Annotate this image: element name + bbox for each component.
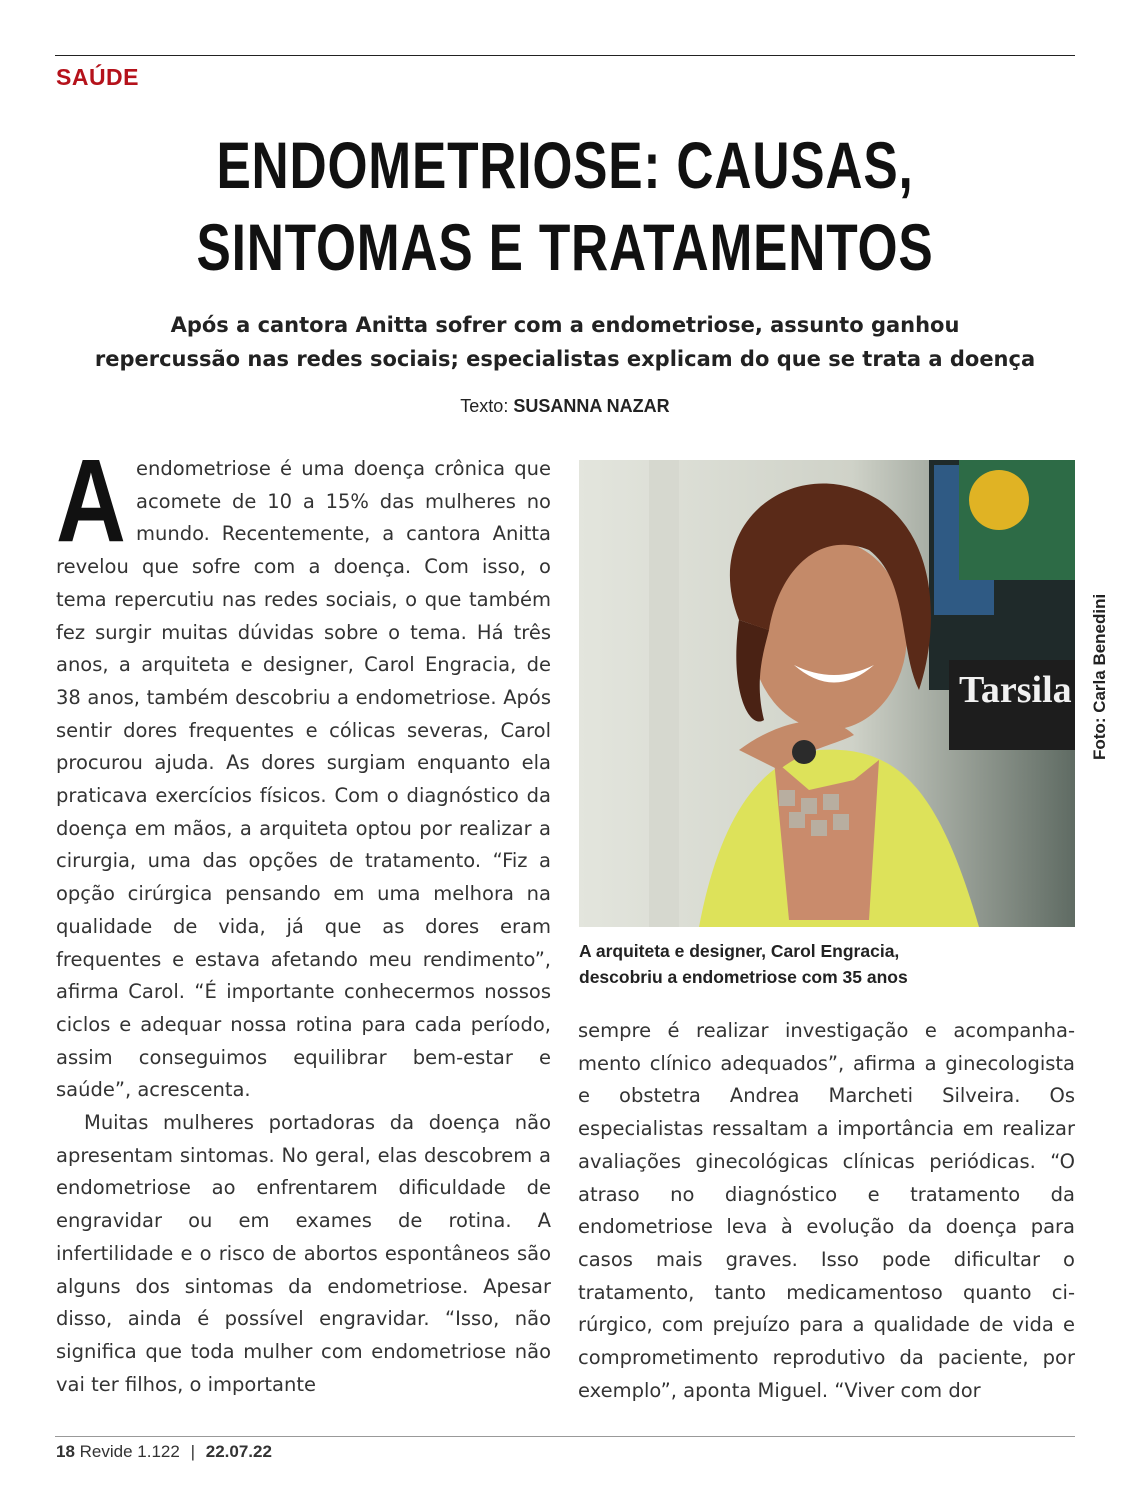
byline-label: Texto: bbox=[460, 396, 509, 416]
article-photo bbox=[579, 460, 1075, 927]
bottom-rule bbox=[55, 1436, 1075, 1437]
issue-date: 22.07.22 bbox=[205, 1442, 272, 1461]
byline bbox=[0, 396, 1130, 417]
portrait-image bbox=[579, 460, 1075, 927]
page-footer bbox=[56, 1442, 272, 1462]
section-label: SAÚDE bbox=[56, 64, 140, 90]
headline-line-2: SINTOMAS E TRATAMENTOS bbox=[196, 210, 934, 284]
poster-text: Tarsila bbox=[959, 669, 1072, 711]
deck-line-1: Após a cantora Anitta sofrer com a endometriose, assunto ganhou bbox=[170, 313, 960, 337]
deck-line-2: repercussão nas redes sociais; especialistas explicam do que se trata a doença bbox=[94, 347, 1036, 371]
caption-line-2: descobriu a endometriose com 35 anos bbox=[579, 967, 908, 987]
photo-caption bbox=[579, 938, 1079, 990]
page-number: 18 bbox=[56, 1442, 75, 1461]
body-paragraph-2: Muitas mulheres portadoras da doença não apresentam sintomas. No geral, elas descobrem a endometriose ao enfrentarem dificuldade de engravidar ou em exames de rotina. A infertilidade e o risco de abortos espontâneos são alguns dos sintomas da endometriose. Apesar disso, ainda é possível engravidar. “Isso, não significa que toda mulher com endometriose não vai ter filhos, o importante bbox=[56, 1111, 551, 1396]
body-column-right bbox=[578, 1015, 1075, 1407]
body-paragraph-1 bbox=[56, 435, 551, 1107]
footer-separator: | bbox=[190, 1442, 195, 1461]
byline-author: SUSANNA NAZAR bbox=[513, 396, 670, 416]
body-paragraph-1-text: endometriose é uma doença crônica que acomete de 10 a 15% das mulheres no mundo. Recentemente, a cantora Anitta revelou que sofre com a doença. Com isso, o tema repercutiu nas redes sociais, o que também fez surgir muitas dúvidas sobre o tema. Há três anos, a arquiteta e designer, Carol Engracia, de 38 anos, também descobriu a endometriose. Após sentir dores frequentes e cólicas severas, Carol procurou ajuda. As dores surgiam enquanto ela praticava exercícios físicos. Com o diagnóstico da doença em mãos, a arquiteta optou por realizar a cirurgia, uma das opções de tratamento. “Fiz a opção cirúrgica pensando em uma melhora na qualidade de vida, já que as dores eram frequentes e estava afetando meu rendimento”, afirma Carol. “É importante conhecermos nossos ciclos e adequar nossa rotina para cada período, assim conseguimos equilibrar bem-estar e saúde”, acrescenta. bbox=[56, 457, 551, 1102]
magazine-issue: Revide 1.122 bbox=[79, 1442, 180, 1461]
drop-cap: A bbox=[56, 435, 126, 567]
body-paragraph-3: sempre é realizar investigação e acompanhamento clínico adequados”, afirma a ginecologista e obstetra Andrea Marcheti Silveira. Os especialistas ressaltam a importância em realizar avaliações ginecológicas clínicas periódicas. “O atraso no diagnóstico e tratamento da endometriose leva à evolução da doença para casos mais graves. Isso pode dificultar o tratamento, tanto medicamentoso quanto cirúrgico, com prejuízo para a qualidade de vida e comprometimento reprodutivo da paciente, por exemplo”, aponta Miguel. “Viver com dor bbox=[578, 1019, 1075, 1402]
caption-line-1: A arquiteta e designer, Carol Engracia, bbox=[579, 941, 900, 961]
body-column-left bbox=[56, 435, 551, 1401]
top-rule bbox=[55, 55, 1075, 56]
article-deck bbox=[40, 308, 1090, 376]
article-headline bbox=[124, 124, 1005, 288]
headline-line-1: ENDOMETRIOSE: CAUSAS, bbox=[216, 128, 914, 202]
